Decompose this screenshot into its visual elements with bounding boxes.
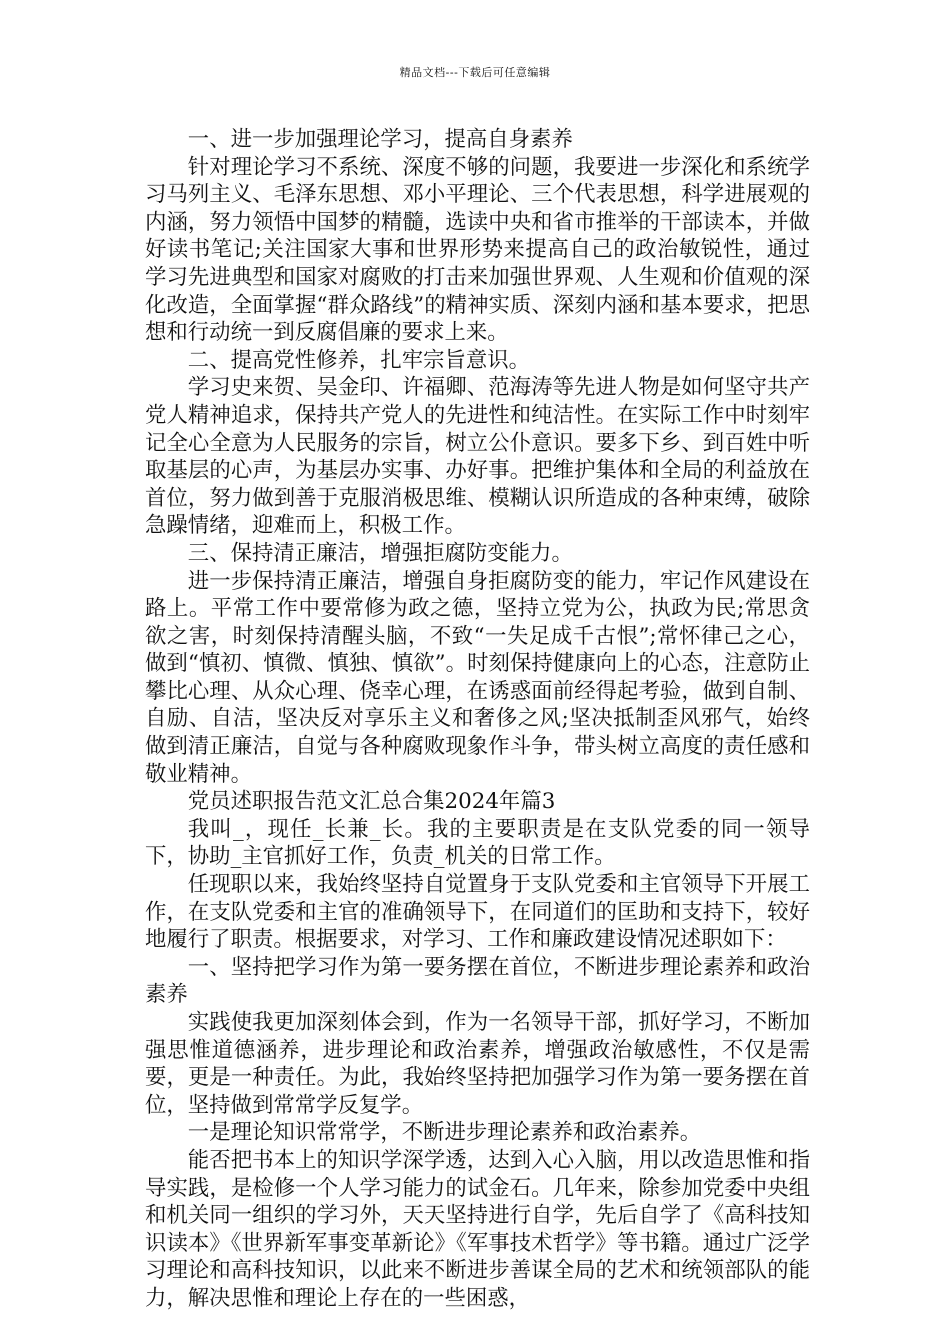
section-heading-4: 一、坚持把学习作为第一要务摆在首位，不断进步理论素养和政治素养 xyxy=(145,954,810,1008)
section-heading-3: 三、保持清正廉洁，增强拒腐防变能力。 xyxy=(187,540,573,566)
section-heading-2: 二、提高党性修养，扎牢宗旨意识。 xyxy=(187,347,531,373)
paragraph: 我叫_，现任_长兼_长。我的主要职责是在支队党委的同一领导下，协助_主官抓好工作，负责_机关的日常工作。 xyxy=(145,816,810,870)
sub-heading: 一是理论知识常常学，不断进步理论素养和政治素养。 xyxy=(187,1120,702,1146)
paragraph: 进一步保持清正廉洁，增强自身拒腐防变的能力，牢记作风建设在路上。平常工作中要常修为政之德，坚持立党为公，执政为民;常思贪欲之害，时刻保持清醒头脑，不致“一失足成千古恨”;常怀律己之心，做到“慎初、慎微、慎独、慎欲”。时刻保持健康向上的心态，注意防止攀比心理、从众心理、侥幸心理，在诱惑面前经得起考验，做到自制、自励、自洁，坚决反对享乐主义和奢侈之风;坚决抵制歪风邪气，始终做到清正廉洁，自觉与各种腐败现象作斗争，带头树立高度的责任感和敬业精神。 xyxy=(145,568,810,787)
paragraph: 能否把书本上的知识学深学透，达到入心入脑，用以改造思惟和指导实践，是检修一个人学习能力的试金石。几年来，除参加党委中央组和机关同一组织的学习外，天天坚持进行自学，先后自学了《高科技知识读本》《世界新军事变革新论》《军事技术哲学》等书籍。通过广泛学习理论和高科技知识，以此来不断进步善谋全局的艺术和统领部队的能力，解决思惟和理论上存在的一些困惑， xyxy=(145,1147,810,1311)
paragraph: 学习史来贺、吴金印、许福卿、范海涛等先进人物是如何坚守共产党人精神追求，保持共产党人的先进性和纯洁性。在实际工作中时刻牢记全心全意为人民服务的宗旨，树立公仆意识。要多下乡、到百姓中听取基层的心声，为基层办实事、办好事。把维护集体和全局的利益放在首位，努力做到善于克服消极思维、模糊认识所造成的各种束缚，破除急躁情绪，迎难而上，积极工作。 xyxy=(145,375,810,539)
page-header: 精品文档---下载后可任意编辑 xyxy=(399,66,551,79)
paragraph: 任现职以来，我始终坚持自觉置身于支队党委和主官领导下开展工作，在支队党委和主官的准确领导下，在同道们的匡助和支持下，较好地履行了职责。根据要求，对学习、工作和廉政建设情况述职如下： xyxy=(145,872,810,953)
paragraph: 实践使我更加深刻体会到，作为一名领导干部，抓好学习，不断加强思惟道德涵养，进步理论和政治素养，增强政治敏感性，不仅是需要，更是一种责任。为此，我始终坚持把加强学习作为第一要务摆在首位，坚持做到常常学反复学。 xyxy=(145,1010,810,1118)
paragraph: 针对理论学习不系统、深度不够的问题，我要进一步深化和系统学习马列主义、毛泽东思想、邓小平理论、三个代表思想，科学进展观的内涵，努力领悟中国梦的精髓，选读中央和省市推举的干部读本，并做好读书笔记;关注国家大事和世界形势来提高自己的政治敏锐性，通过学习先进典型和国家对腐败的打击来加强世界观、人生观和价值观的深化改造，全面掌握“群众路线”的精神实质、深刻内涵和基本要求，把思想和行动统一到反腐倡廉的要求上来。 xyxy=(145,154,810,346)
document-body xyxy=(145,126,810,1313)
section-heading-1: 一、进一步加强理论学习，提高自身素养 xyxy=(187,127,573,152)
article-title: 党员述职报告范文汇总合集2024年篇3 xyxy=(187,789,556,815)
